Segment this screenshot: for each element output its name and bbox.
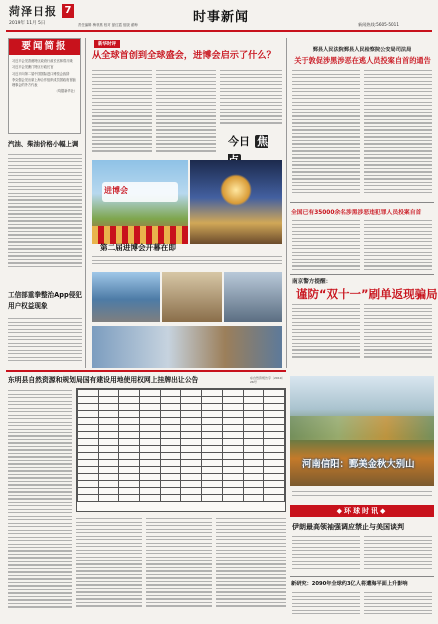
expo-caption-body (92, 254, 282, 268)
world-news-body (364, 590, 432, 620)
footer-rule (6, 370, 286, 372)
world-news-title: 新研究：2090年全球约3亿人将遭海平面上升影响 (291, 581, 408, 587)
notice-org: 鄄县人民法院鄄县人民检察院公安局司法局 (312, 47, 412, 53)
parcel-table (77, 389, 285, 502)
expo-stage-photo (190, 160, 282, 244)
feature-body (156, 68, 216, 156)
story-title: 汽油、柴油价格小幅上调 (8, 140, 79, 148)
feature-title: 从全球首创到全球盛会，进博会启示了什么？ (92, 50, 276, 61)
today-focus-logo (228, 130, 280, 158)
land-notice-table (76, 388, 286, 512)
editors-line: 责任编辑 梅菲燕 校对 晏红霞 组版 翟梅 (78, 23, 138, 27)
land-notice-title: 东明县自然资源和规划局国有建设用地使用权网上挂牌出让公告 (8, 376, 199, 384)
notice-title: 关于敦促涉黑涉恶在逃人员投案自首的通告 (294, 56, 431, 65)
expo-photo-secondary (92, 272, 160, 322)
date-line: 2019年 11月 5日 (9, 21, 46, 26)
section-rule (290, 202, 434, 203)
warn-title: 谨防“双十一”刷单返现骗局 (296, 287, 438, 301)
story-body (8, 316, 82, 366)
story-body (8, 152, 82, 272)
crime-body (364, 218, 432, 272)
notice-body (364, 68, 432, 200)
land-notice-body (146, 516, 212, 620)
feature-kicker: 新华时评 (94, 40, 120, 48)
expo-photo-row (92, 326, 282, 368)
expo-photo-secondary (224, 272, 282, 322)
warn-kicker: 南京警方提醒： (292, 279, 332, 285)
expo-photo-text: 进博会 (104, 186, 128, 195)
masthead-rule (6, 30, 432, 32)
world-bar: ◆环球时讯◆ (290, 505, 434, 517)
expo-photo (92, 160, 188, 244)
page-number: 7 (62, 4, 74, 18)
world-news-body (292, 534, 360, 574)
expo-photo-secondary (162, 272, 222, 322)
section-title: 时事新闻 (192, 10, 249, 25)
paper-name: 菏泽日报 (9, 5, 57, 18)
hotline: 新闻热线:5605-5011 (358, 22, 399, 27)
expo-caption: 第二届进博会开幕在即 (100, 243, 176, 252)
land-notice-ref: 东自然资规告字〔2019〕26号 (250, 376, 285, 384)
warn-body (364, 302, 432, 364)
world-news-body (364, 534, 432, 574)
land-notice-body (76, 516, 142, 620)
section-rule (290, 274, 434, 275)
column-divider (85, 38, 86, 368)
warn-body (292, 302, 360, 364)
story-title: 工信部重拳整治App侵犯用户权益现象 (8, 291, 82, 310)
brief-title: 要闻简报 (9, 39, 80, 55)
scenic-photo-caption (292, 489, 432, 501)
scenic-photo (290, 376, 434, 486)
brief-item: （均据新华社） (54, 89, 77, 94)
crime-body (292, 218, 360, 272)
logo-accent: 焦 (228, 135, 268, 167)
notice-body (292, 68, 360, 200)
land-notice-body (8, 388, 72, 620)
brief-item: 习近平向第二届中国国际进口博览会致辞 (12, 71, 70, 76)
section-rule (290, 576, 434, 577)
world-news-body (292, 590, 360, 620)
logo-main: 今日 (228, 135, 250, 148)
column-divider (286, 38, 287, 368)
scenic-caption: 河南信阳：鄄美金秋大别山 (302, 459, 415, 470)
land-notice-body (216, 516, 286, 620)
brief-item: 习近平会见香港特区政府行政长官林郑月娥 (12, 59, 73, 63)
crime-title: 全国已有35000余名涉黑涉恶违犯罪人员投案自首 (291, 210, 422, 216)
masthead (0, 0, 438, 36)
feature-body (220, 68, 282, 128)
brief-item: 习近平会见澳门特区行政长官 (12, 65, 54, 70)
feature-body (92, 68, 152, 156)
brief-item: 李克强会见出席上海合作组织成员国政府首脑理事会的外方代表 (12, 78, 76, 87)
brief-box (8, 38, 81, 134)
world-news-title: 伊朗最高领袖强调应禁止与美国谈判 (292, 523, 404, 531)
